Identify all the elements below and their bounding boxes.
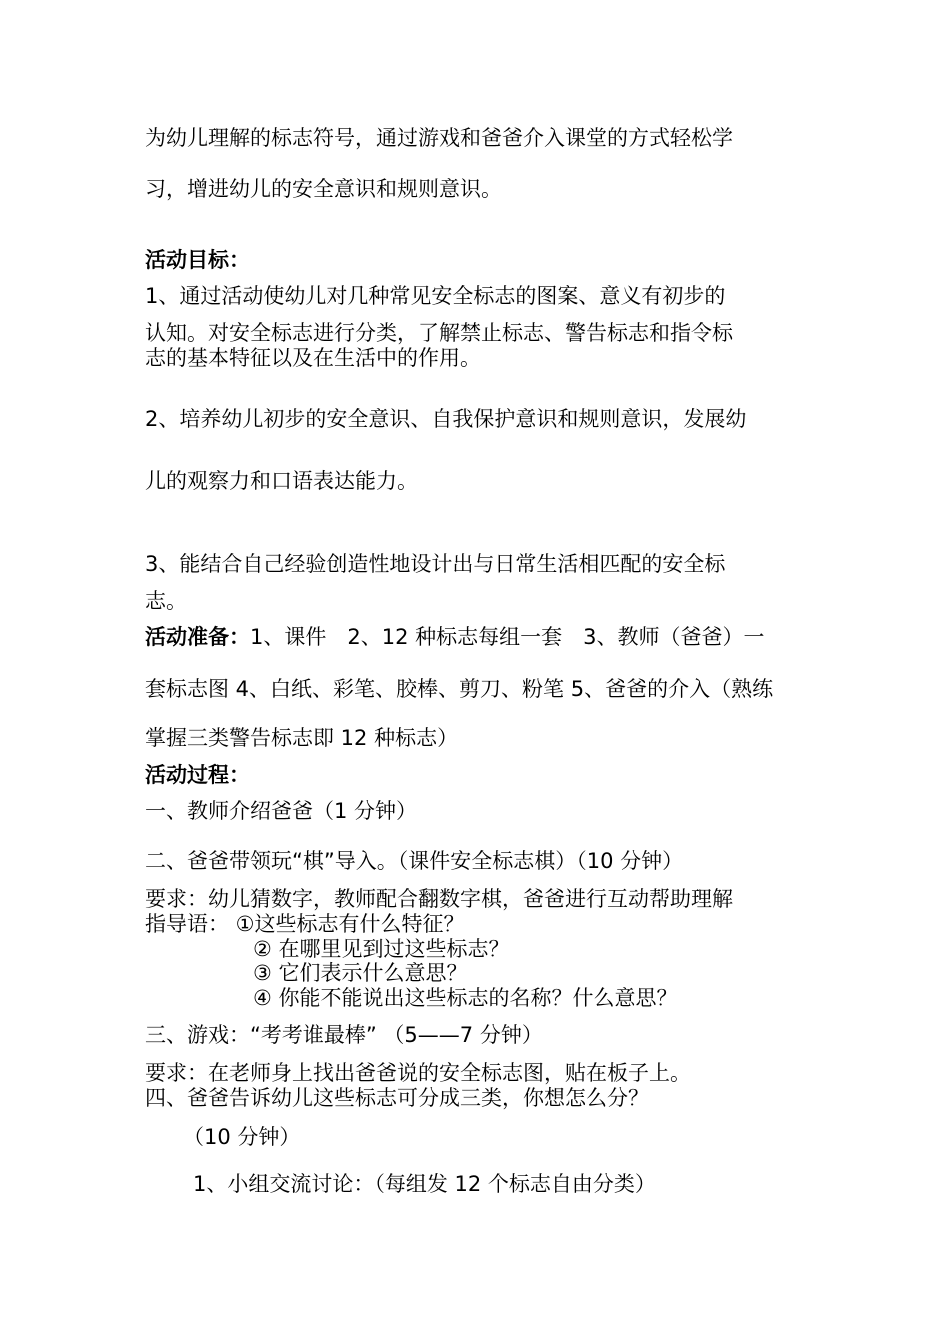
process-heading: 活动过程： xyxy=(145,763,250,787)
guide-question-1: 指导语： ①这些标志有什么特征？ xyxy=(145,912,465,936)
goals-heading: 活动目标： xyxy=(145,248,250,272)
goal-1-line-1: 1、通过活动使幼儿对几种常见安全标志的图案、意义有初步的 xyxy=(145,284,726,308)
goal-3-line-2: 志。 xyxy=(145,589,187,613)
prep-heading: 活动准备： xyxy=(145,625,250,649)
process-requirement-1: 要求：幼儿猜数字，教师配合翻数字棋，爸爸进行互动帮助理解 xyxy=(145,887,733,911)
process-step-2: 二、爸爸带领玩“棋”导入。（课件安全标志棋）（10 分钟） xyxy=(145,849,684,873)
intro-line-1: 为幼儿理解的标志符号，通过游戏和爸爸介入课堂的方式轻松学 xyxy=(145,126,733,150)
goal-2-line-2: 儿的观察力和口语表达能力。 xyxy=(145,469,418,493)
process-sub-step-1: 1、小组交流讨论：（每组发 12 个标志自由分类） xyxy=(193,1172,656,1196)
prep-line-1 xyxy=(145,625,764,649)
goal-1-line-2: 认知。对安全标志进行分类，了解禁止标志、警告标志和指令标 xyxy=(145,321,733,345)
goal-1-line-3: 志的基本特征以及在生活中的作用。 xyxy=(145,346,481,370)
process-step-4-time: （10 分钟） xyxy=(183,1125,301,1149)
prep-line-2: 套标志图 4、白纸、彩笔、胶棒、剪刀、粉笔 5、爸爸的介入（熟练 xyxy=(145,677,774,701)
guide-question-3: ③ 它们表示什么意思？ xyxy=(253,961,468,985)
process-step-1: 一、教师介绍爸爸（1 分钟） xyxy=(145,799,418,823)
intro-line-2: 习，增进幼儿的安全意识和规则意识。 xyxy=(145,177,502,201)
process-step-4: 四、爸爸告诉幼儿这些标志可分成三类，你想怎么分？ xyxy=(145,1086,649,1110)
process-step-3: 三、游戏：“考考谁最棒” （5——7 分钟） xyxy=(145,1023,543,1047)
guide-question-2: ② 在哪里见到过这些标志？ xyxy=(253,937,510,961)
goal-3-line-1: 3、能结合自己经验创造性地设计出与日常生活相匹配的安全标 xyxy=(145,552,726,576)
prep-items-1: 1、课件 2、12 种标志每组一套 3、教师（爸爸）一 xyxy=(250,625,765,649)
guide-question-4: ④ 你能不能说出这些标志的名称？什么意思？ xyxy=(253,986,678,1010)
goal-2-line-1: 2、培养幼儿初步的安全意识、自我保护意识和规则意识，发展幼 xyxy=(145,407,747,431)
process-requirement-2: 要求：在老师身上找出爸爸说的安全标志图，贴在板子上。 xyxy=(145,1061,691,1085)
prep-line-3: 掌握三类警告标志即 12 种标志） xyxy=(145,726,459,750)
